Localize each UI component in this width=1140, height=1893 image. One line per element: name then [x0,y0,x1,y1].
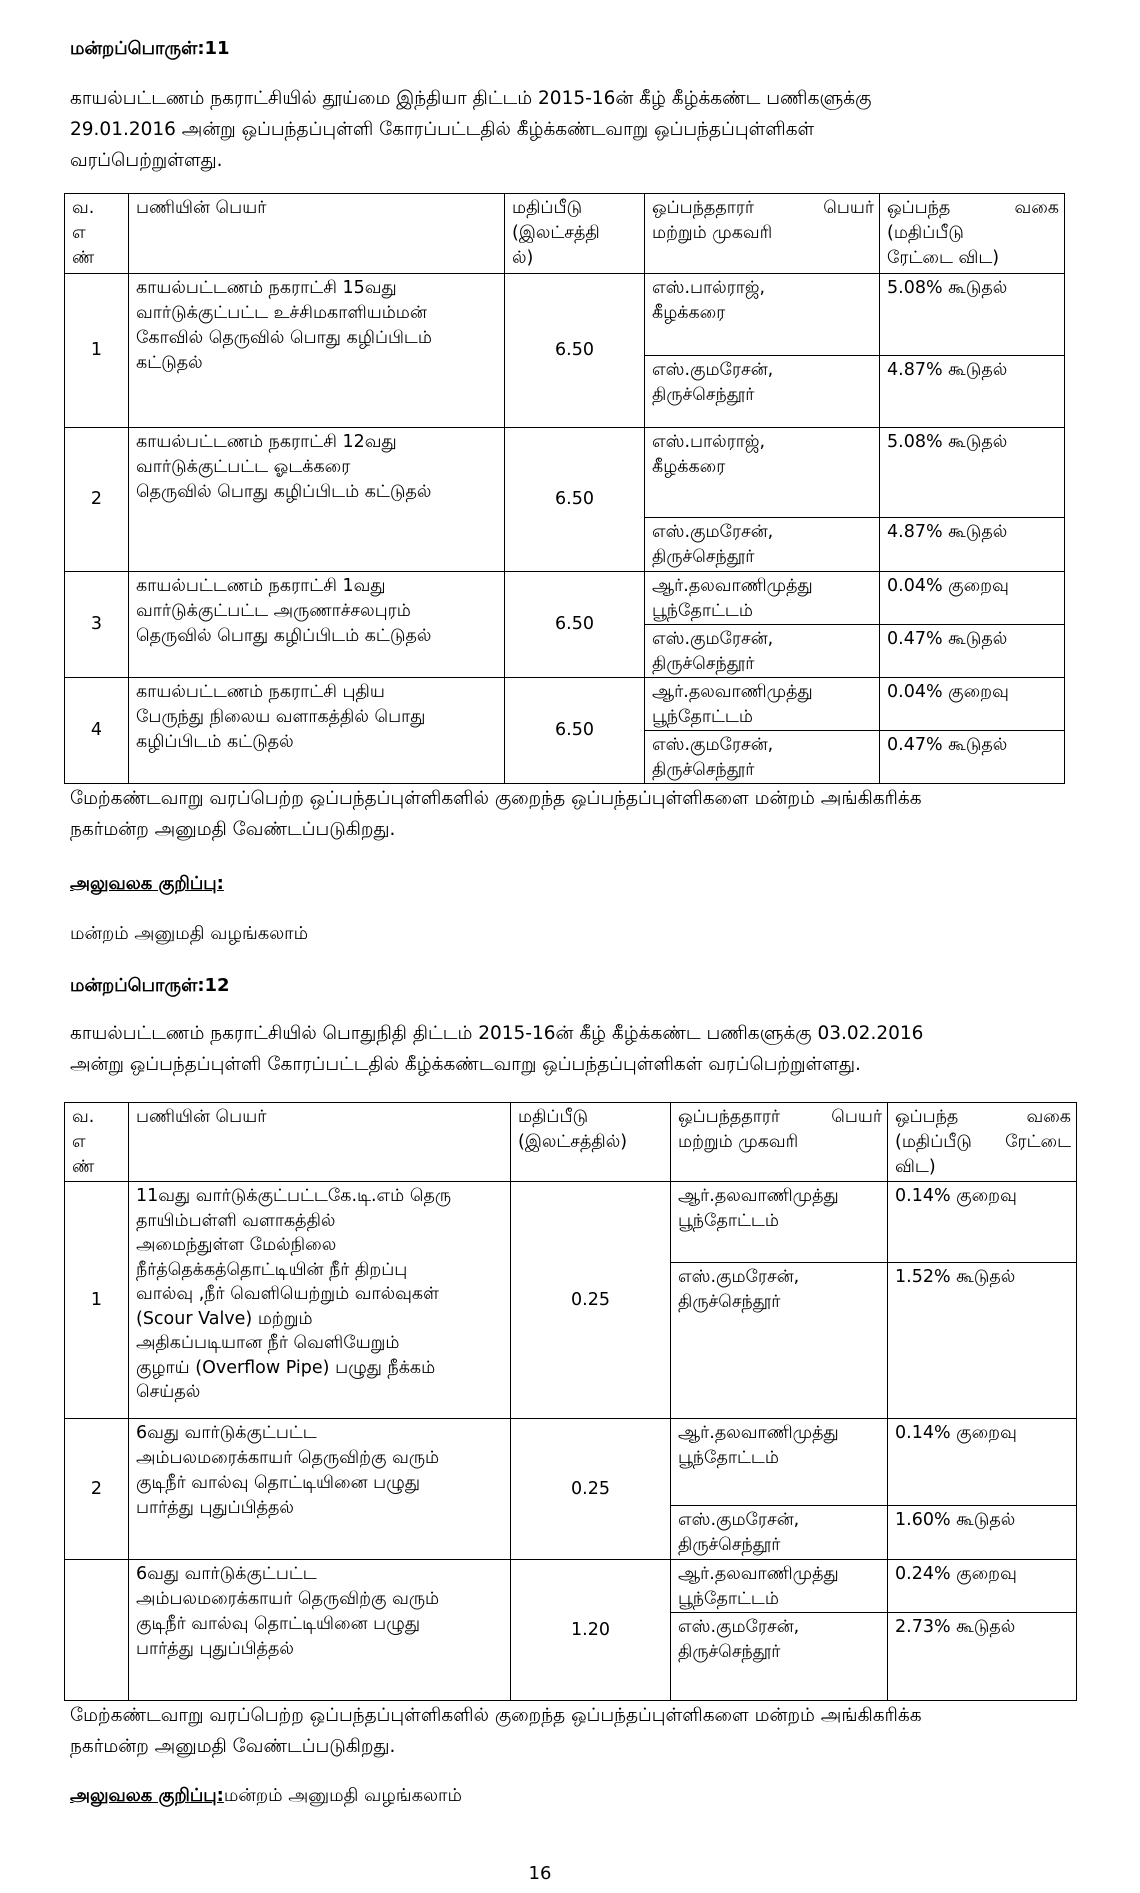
bid-rate: 5.08% கூடுதல் [880,428,1065,518]
row-sno: 3 [65,572,129,678]
bid-rate: 0.47% கூடுதல் [880,731,1065,784]
table-row [65,1419,1077,1506]
header-work-name: பணியின் பெயர் [129,1103,511,1182]
row-estimate: 6.50 [505,678,645,784]
bid-contractor: எஸ்.பால்ராஜ், கீழக்கரை [645,274,880,356]
row-work-name: காயல்பட்டணம் நகராட்சி 1வது வார்டுக்குட்பட்ட அருணாச்சலபுரம் தெருவில் பொது கழிப்பிடம் கட்டுதல் [129,572,505,678]
conclusion-line: மேற்கண்டவாறு வரப்பெற்ற ஒப்பந்தப்புள்ளிகளில் குறைந்த ஒப்பந்தப்புள்ளிகளை மன்றம் அங்கிகரிக்க [70,788,922,809]
intro-line: 29.01.2016 அன்று ஒப்பந்தப்புள்ளி கோரப்பட்டதில் கீழ்க்கண்டவாறு ஒப்பந்தப்புள்ளிகள் [70,119,815,140]
intro-line: காயல்பட்டணம் நகராட்சியில் பொதுநிதி திட்டம் 2015-16ன் கீழ் கீழ்க்கண்ட பணிகளுக்கு 03.02.2016 [70,1023,924,1044]
row-sno: 4 [65,678,129,784]
bid-rate: 0.24% குறைவு [888,1560,1077,1613]
intro-line: அன்று ஒப்பந்தப்புள்ளி கோரப்பட்டதில் கீழ்க்கண்டவாறு ஒப்பந்தப்புள்ளிகள் வரப்பெற்றுள்ளது. [70,1054,861,1075]
header-sno: வ. எ ண் [65,1103,129,1182]
tender-table [64,193,1065,784]
row-estimate: 6.50 [505,572,645,678]
section-intro [70,1018,1054,1080]
office-note-text: மன்றம் அனுமதி வழங்கலாம் [223,1785,462,1806]
header-contract-type: ஒப்பந்த வகை (மதிப்பீடு ரேட்டை விட) [880,194,1065,274]
section-heading: மன்றப்பொருள்:11 [70,38,230,59]
intro-line: காயல்பட்டணம் நகராட்சியில் தூய்மை இந்தியா திட்டம் 2015-16ன் கீழ் கீழ்க்கண்ட பணிகளுக்கு [70,88,872,109]
bid-contractor: எஸ்.குமரேசன், திருச்செந்தூர் [645,518,880,572]
bid-contractor: ஆர்.தலவாணிமுத்து பூந்தோட்டம் [671,1182,888,1263]
row-estimate: 6.50 [505,274,645,428]
bid-rate: 5.08% கூடுதல் [880,274,1065,356]
row-work-name: 6வது வார்டுக்குட்பட்ட அம்பலமரைக்காயர் தெருவிற்கு வரும் குடிநீர் வால்வு தொட்டியினை பழுது பார்த்து புதுப்பித்தல் [129,1560,511,1701]
section-heading: மன்றப்பொருள்:12 [70,975,230,996]
row-work-name: காயல்பட்டணம் நகராட்சி 15வது வார்டுக்குட்பட்ட உச்சிமகாளியம்மன் கோவில் தெருவில் பொது கழிப்பிடம் கட்டுதல் [129,274,505,428]
row-estimate: 0.25 [511,1419,671,1560]
office-note-label: அலுவலக குறிப்பு: [70,873,224,894]
bid-rate: 0.14% குறைவு [888,1419,1077,1506]
bid-contractor: ஆர்.தலவாணிமுத்து பூந்தோட்டம் [645,678,880,731]
table-row [65,1560,1077,1613]
header-estimate: மதிப்பீடு (இலட்சத்தில்) [511,1103,671,1182]
bid-rate: 1.60% கூடுதல் [888,1506,1077,1560]
row-work-name: காயல்பட்டணம் நகராட்சி புதிய பேருந்து நிலைய வளாகத்தில் பொது கழிப்பிடம் கட்டுதல் [129,678,505,784]
row-work-name: 6வது வார்டுக்குட்பட்ட அம்பலமரைக்காயர் தெருவிற்கு வரும் குடிநீர் வால்வு தொட்டியினை பழுது பார்த்து புதுப்பித்தல் [129,1419,511,1560]
office-note-text: மன்றம் அனுமதி வழங்கலாம் [70,923,309,944]
table-header-row [65,1103,1077,1182]
conclusion-line: நகர்மன்ற அனுமதி வேண்டப்படுகிறது. [70,1736,396,1757]
office-note [70,1785,462,1808]
bid-rate: 0.47% கூடுதல் [880,625,1065,678]
intro-line: வரப்பெற்றுள்ளது. [70,150,223,171]
header-sno: வ. எ ண் [65,194,129,274]
section-conclusion [70,1700,1054,1762]
table-row [65,428,1065,518]
table-row [65,572,1065,625]
row-estimate: 0.25 [511,1182,671,1419]
bid-rate: 4.87% கூடுதல் [880,356,1065,428]
bid-rate: 4.87% கூடுதல் [880,518,1065,572]
bid-contractor: எஸ்.குமரேசன், திருச்செந்தூர் [645,625,880,678]
header-estimate: மதிப்பீடு (இலட்சத்தி ல்) [505,194,645,274]
table-row [65,678,1065,731]
bid-contractor: எஸ்.குமரேசன், திருச்செந்தூர் [671,1506,888,1560]
row-estimate: 6.50 [505,428,645,572]
bid-contractor: எஸ்.குமரேசன், திருச்செந்தூர் [671,1263,888,1419]
bid-contractor: எஸ்.குமரேசன், திருச்செந்தூர் [645,356,880,428]
page-number: 16 [528,1863,552,1884]
conclusion-line: மேற்கண்டவாறு வரப்பெற்ற ஒப்பந்தப்புள்ளிகளில் குறைந்த ஒப்பந்தப்புள்ளிகளை மன்றம் அங்கிகரிக்க [70,1705,922,1726]
bid-rate: 0.04% குறைவு [880,678,1065,731]
row-work-name: 11வது வார்டுக்குட்பட்டகே.டி.எம் தெரு தாயிம்பள்ளி வளாகத்தில் அமைந்துள்ள மேல்நிலை நீர்த்தெக்கத்தொட்டியின் நீர் திறப்பு வால்வு ,நீர் வெளியெற்றும் வால்வுகள் (Scour Valve) மற்றும் அதிகப்படியான நீர் வெளியேறும் குழாய் (Overflow Pipe) பழுது நீக்கம் செய்தல் [129,1182,511,1419]
bid-contractor: எஸ்.குமரேசன், திருச்செந்தூர் [645,731,880,784]
bid-contractor: ஆர்.தலவாணிமுத்து பூந்தோட்டம் [671,1419,888,1506]
bid-contractor: எஸ்.பால்ராஜ், கீழக்கரை [645,428,880,518]
bid-contractor: எஸ்.குமரேசன், திருச்செந்தூர் [671,1613,888,1701]
row-sno [65,1560,129,1701]
header-contractor: ஒப்பந்ததாரர் பெயர் மற்றும் முகவரி [645,194,880,274]
office-note-label: அலுவலக குறிப்பு: [70,1785,224,1806]
conclusion-line: நகர்மன்ற அனுமதி வேண்டப்படுகிறது. [70,819,396,840]
row-sno: 2 [65,1419,129,1560]
section-conclusion [70,783,1054,845]
bid-rate: 0.14% குறைவு [888,1182,1077,1263]
header-contract-type: ஒப்பந்த வகை (மதிப்பீடு ரேட்டை விட) [888,1103,1077,1182]
row-work-name: காயல்பட்டணம் நகராட்சி 12வது வார்டுக்குட்பட்ட ஓடக்கரை தெருவில் பொது கழிப்பிடம் கட்டுதல் [129,428,505,572]
row-sno: 1 [65,1182,129,1419]
bid-rate: 2.73% கூடுதல் [888,1613,1077,1701]
row-sno: 1 [65,274,129,428]
office-note-heading [70,873,224,896]
tender-table [64,1102,1077,1701]
row-sno: 2 [65,428,129,572]
table-row [65,1182,1077,1263]
table-header-row [65,194,1065,274]
bid-contractor: ஆர்.தலவாணிமுத்து பூந்தோட்டம் [645,572,880,625]
row-estimate: 1.20 [511,1560,671,1701]
header-contractor: ஒப்பந்ததாரர் பெயர் மற்றும் முகவரி [671,1103,888,1182]
table-row [65,274,1065,356]
bid-rate: 1.52% கூடுதல் [888,1263,1077,1419]
bid-rate: 0.04% குறைவு [880,572,1065,625]
bid-contractor: ஆர்.தலவாணிமுத்து பூந்தோட்டம் [671,1560,888,1613]
header-work-name: பணியின் பெயர் [129,194,505,274]
section-intro [70,83,1054,176]
